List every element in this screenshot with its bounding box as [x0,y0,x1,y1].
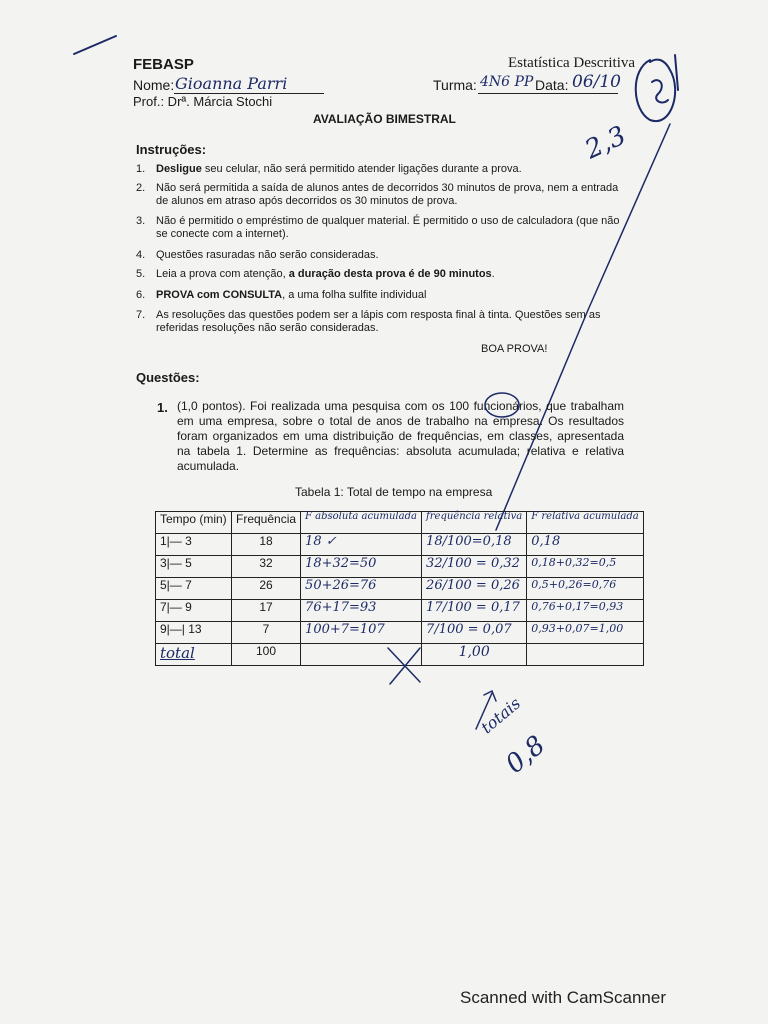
data-label: Data: [535,77,569,93]
cell-total-freq: 100 [232,644,301,666]
cell-rel: 7/100 = 0,07 [422,622,527,644]
closing-text: BOA PROVA! [481,343,548,355]
cell-freq: 18 [232,534,301,556]
turma-value: 4N6 PP [480,74,534,90]
cell-relac: 0,18 [527,534,643,556]
professor-name: Prof.: Drª. Márcia Stochi [133,94,273,109]
cell-tempo: 9|—| 13 [156,622,232,644]
cell-abs: 18+32=50 [301,556,422,578]
turma-label: Turma: [433,77,477,93]
cell-abs: 100+7=107 [301,622,422,644]
cell-freq: 17 [232,600,301,622]
instructions-heading: Instruções: [136,142,207,157]
cell-abs: 50+26=76 [301,578,422,600]
cell-relac: 0,93+0,07=1,00 [527,622,643,644]
cell-freq: 26 [232,578,301,600]
header-cell: Frequência [232,512,301,534]
cell-abs: 76+17=93 [301,600,422,622]
cell-relac: 0,18+0,32=0,5 [527,556,643,578]
cell-rel: 26/100 = 0,26 [422,578,527,600]
course-name: Estatística Descritiva [508,55,636,71]
instruction-number: 3. [136,215,146,227]
student-name-label: Nome: [133,77,175,93]
header-cell: F absoluta acumulada [301,512,422,534]
cell-tempo: 7|— 9 [156,600,232,622]
school-name: FEBASP [133,56,194,73]
instruction-text: Não é permitido o empréstimo de qualquer material. É permitido o uso de calculadora (que não se conecte com a internet). [156,215,620,240]
cell-total-rel: 1,00 [422,644,527,666]
table-row [156,534,644,556]
cell-relac: 0,5+0,26=0,76 [527,578,643,600]
instruction-text: Não será permitida a saída de alunos antes de decorridos 30 minutos de prova, nem a entrada de alunos em atraso após decorridos os 30 minutos de prova. [156,182,619,207]
instruction-number: 5. [136,268,146,280]
instruction-number: 4. [136,249,146,261]
cell-tempo: 5|— 7 [156,578,232,600]
table-header-row [156,512,644,534]
cell-freq: 7 [232,622,301,644]
annotation-totais: totais [477,693,525,738]
camscanner-watermark: Scanned with CamScanner [460,988,667,1007]
instruction-text: As resoluções das questões podem ser a lápis com resposta final à tinta. Questões sem as referidas resoluções não serão consideradas. [156,309,601,334]
cell-total-relac [527,644,643,666]
header-line [478,93,618,94]
question-text: (1,0 pontos). Foi realizada uma pesquisa com os 100 funcionários, que trabalham em uma empresa, sobre o total de anos de trabalho na empresa. Os resultados foram organizados em uma distribuição de frequências, em classes, apresentada na tabela 1. Determine as frequências: absoluta acumulada; relativa e relativa acumulada. [177,399,624,473]
header-cell: frequência relativa [422,512,527,534]
instruction-text: , a uma folha sulfite individual [282,289,427,301]
instruction-bold: a duração desta prova é de 90 minutos [288,268,492,280]
grade-total: 2,3 [580,120,631,166]
instruction-bold: PROVA com CONSULTA [156,289,283,301]
header-cell: Tempo (min) [156,512,232,534]
instruction-number: 7. [136,309,146,321]
data-value: 06/10 [572,72,621,92]
cell-relac: 0,76+0,17=0,93 [527,600,643,622]
annotation-score: 0,8 [500,730,552,780]
pen-stroke-mark [70,30,120,60]
table-row [156,600,644,622]
cell-rel: 18/100=0,18 [422,534,527,556]
cell-tempo: 3|— 5 [156,556,232,578]
instruction-bold: Desligue [156,163,202,175]
cell-rel: 32/100 = 0,32 [422,556,527,578]
table-caption: Tabela 1: Total de tempo na empresa [295,485,493,499]
header-cell: F relativa acumulada [527,512,643,534]
cell-freq: 32 [232,556,301,578]
cell-total-label: total [156,644,232,666]
question-number: 1. [157,400,168,415]
questions-heading: Questões: [136,370,200,385]
instruction-text: seu celular, não será permitido atender ligações durante a prova. [201,163,522,175]
instruction-number: 1. [136,163,146,175]
cell-tempo: 1|— 3 [156,534,232,556]
cell-rel: 17/100 = 0,17 [422,600,527,622]
instruction-number: 2. [136,182,146,194]
table-row [156,556,644,578]
student-name-value: Gioanna Parri [175,74,288,93]
exam-title: AVALIAÇÃO BIMESTRAL [313,112,456,126]
cross-mark [380,640,430,690]
instruction-text: . [491,268,495,280]
circle-100-mark [482,390,522,420]
instruction-text: Questões rasuradas não serão consideradas. [156,249,379,261]
table-row [156,578,644,600]
instruction-number: 6. [136,289,146,301]
instruction-text: Leia a prova com atenção, [156,268,289,280]
cell-abs: 18 ✓ [301,534,422,556]
